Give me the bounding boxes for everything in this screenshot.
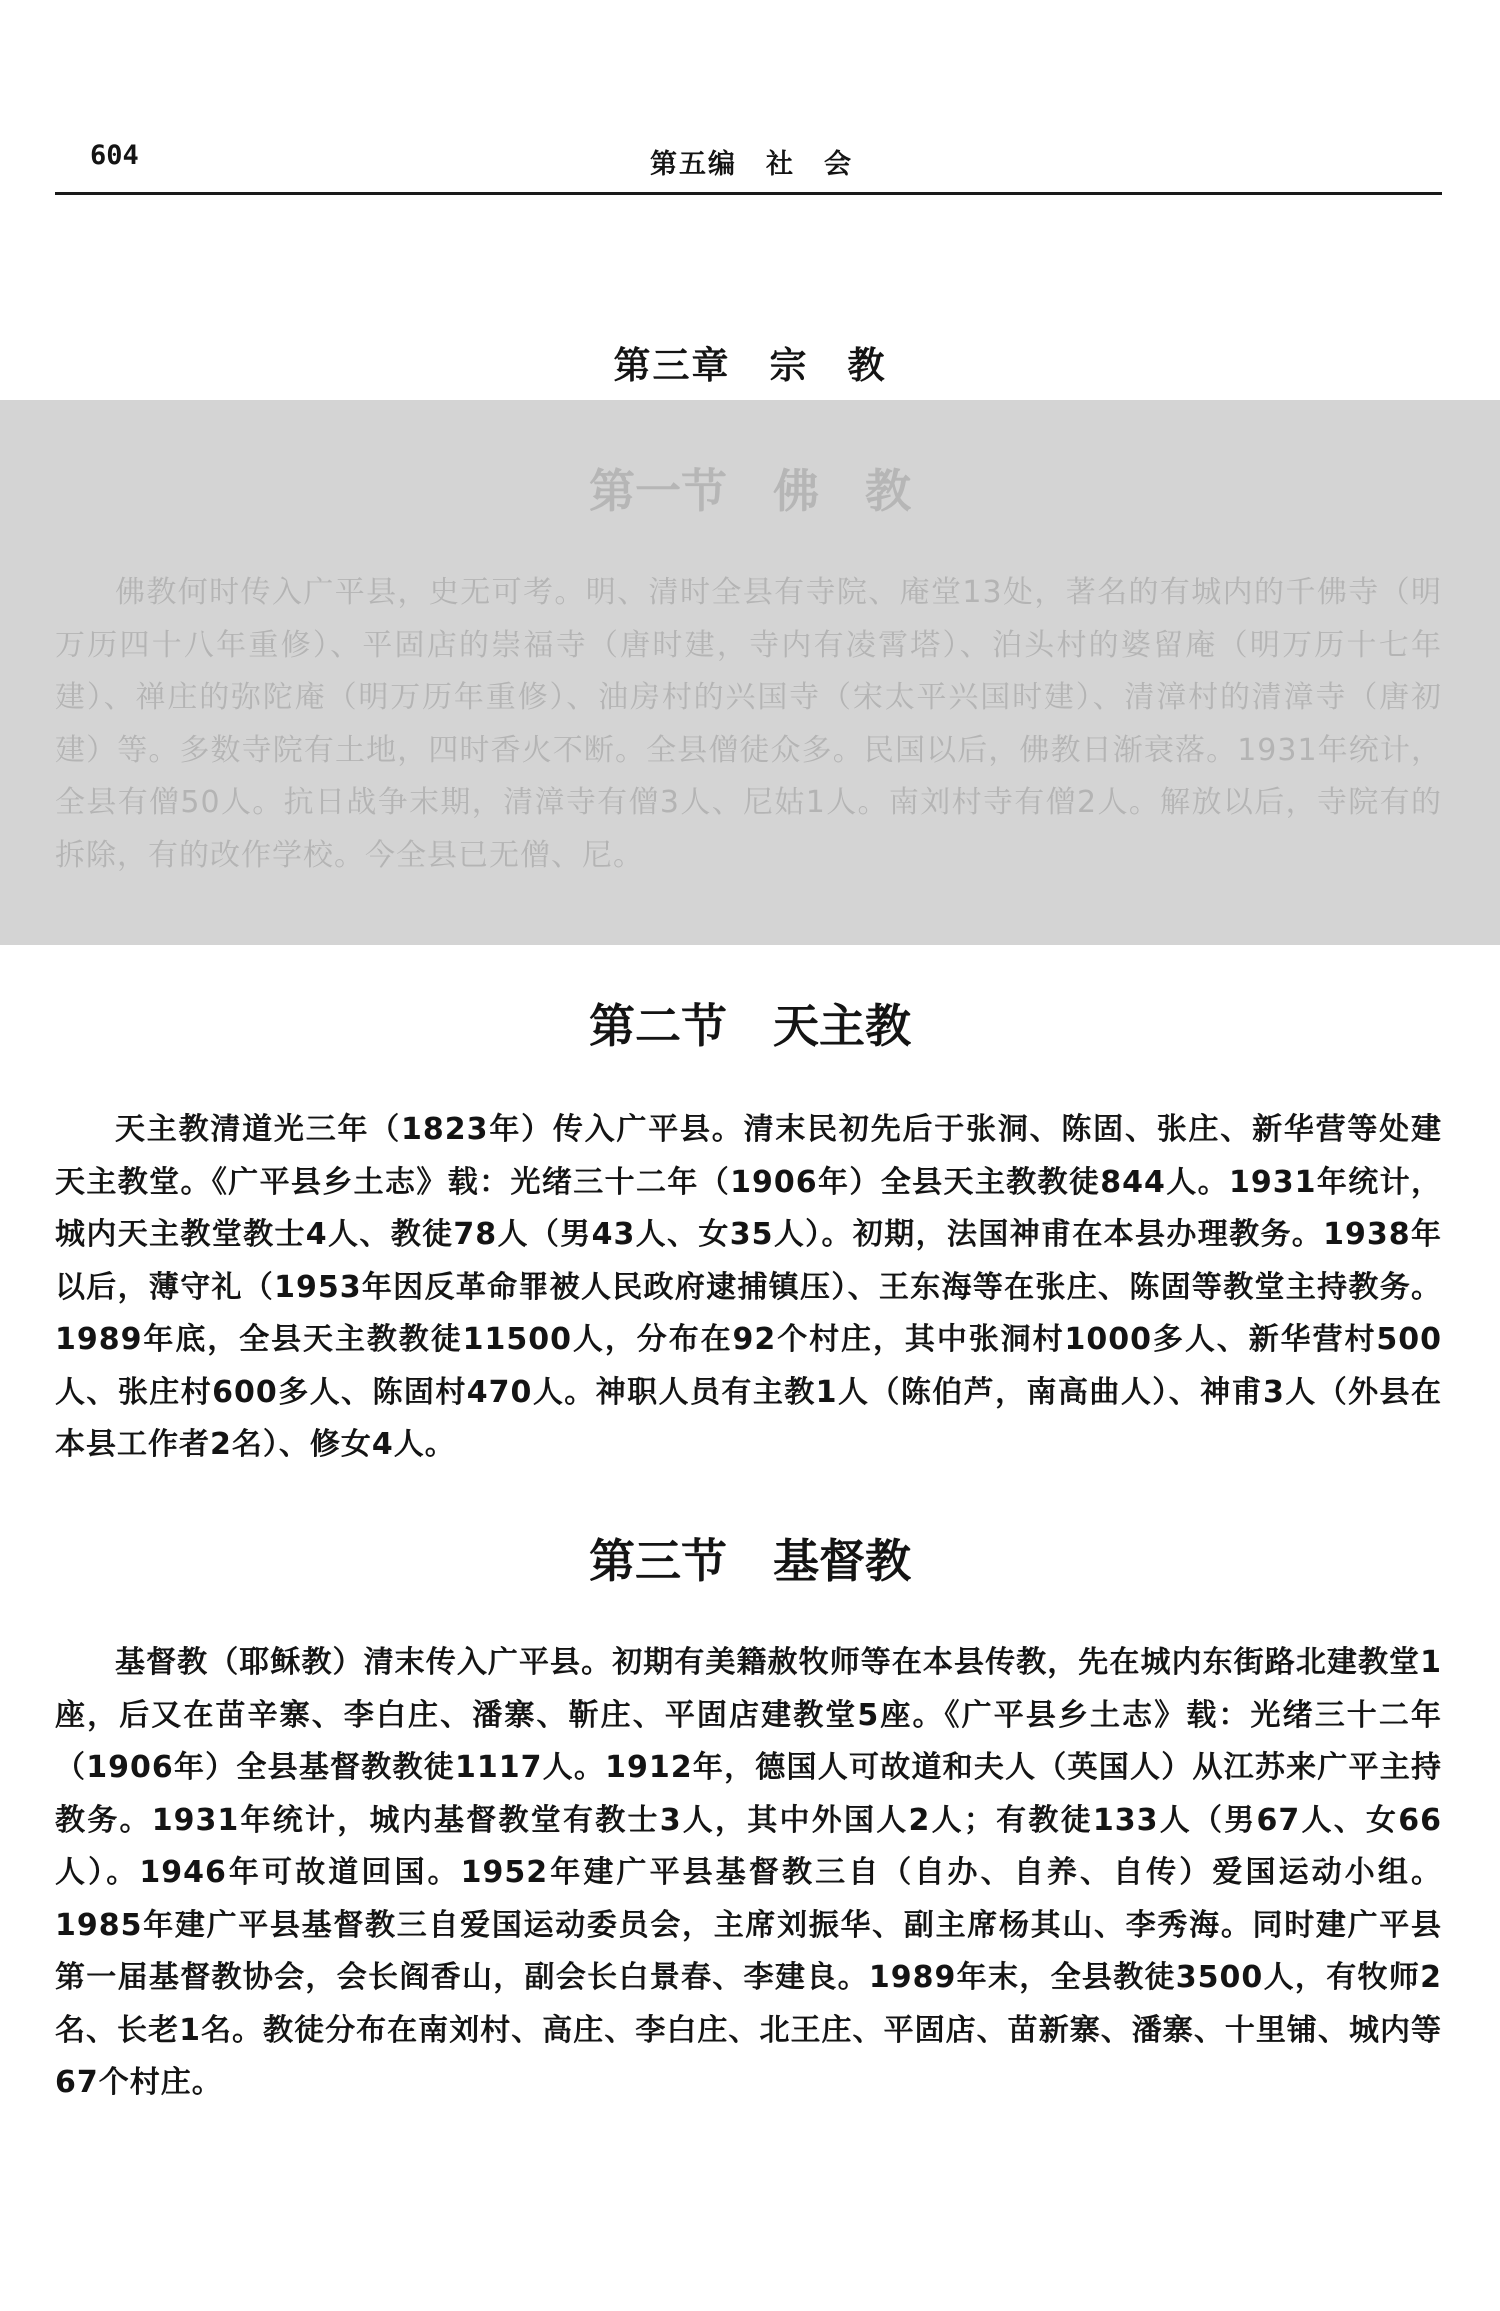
chapter-title: 第三章 宗 教 [613, 343, 887, 387]
section-paragraph-buddhism: 佛教何时传入广平县，史无可考。明、清时全县有寺院、庵堂13处，著名的有城内的千佛寺（明万历四十八年重修）、平固店的崇福寺（唐时建，寺内有凌霄塔）、泊头村的婆留庵（明万历十七年建）、禅庄的弥陀庵（明万历年重修）、油房村的兴国寺（宋太平兴国时建）、清漳村的清漳寺（唐初建）等。多数寺院有土地，四时香火不断。全县僧徒众多。民国以后，佛教日渐衰落。1931年统计，全县有僧50人。抗日战争末期，清漳寺有僧3人、尼姑1人。南刘村寺有僧2人。解放以后，寺院有的拆除，有的改作学校。今全县已无僧、尼。 [55, 575, 1442, 873]
section-paragraph-christianity: 基督教（耶稣教）清末传入广平县。初期有美籍赦牧师等在本县传教，先在城内东街路北建教堂1座，后又在苗辛寨、李白庄、潘寨、靳庄、平固店建教堂5座。《广平县乡土志》载：光绪三十二年（1906年）全县基督教教徒1117人。1912年，德国人可故道和夫人（英国人）从江苏来广平主持教务。1931年统计，城内基督教堂有教士3人，其中外国人2人；有教徒133人（男67人、女66人）。1946年可故道回国。1952年建广平县基督教三自（自办、自养、自传）爱国运动小组。1985年建广平县基督教三自爱国运动委员会，主席刘振华、副主席杨其山、李秀海。同时建广平县第一届基督教协会，会长阎香山，副会长白景春、李建良。1989年末，全县教徒3500人，有牧师2名、长老1名。教徒分布在南刘村、高庄、李白庄、北王庄、平固店、苗新寨、潘寨、十里铺、城内等67个村庄。 [55, 1645, 1442, 2100]
section-title-christianity: 第三节 基督教 [589, 1534, 911, 1588]
section-title-buddhism: 第一节 佛 教 [589, 464, 911, 518]
page-number: 604 [90, 140, 139, 171]
section-paragraph-catholicism: 天主教清道光三年（1823年）传入广平县。清末民初先后于张洞、陈固、张庄、新华营等处建天主教堂。《广平县乡土志》载：光绪三十二年（1906年）全县天主教教徒844人。1931年统计，城内天主教堂教士4人、教徒78人（男43人、女35人）。初期，法国神甫在本县办理教务。1938年以后，薄守礼（1953年因反革命罪被人民政府逮捕镇压）、王东海等在张庄、陈固等教堂主持教务。1989年底，全县天主教教徒11500人，分布在92个村庄，其中张洞村1000多人、新华营村500人、张庄村600多人、陈固村470人。神职人员有主教1人（陈伯芦，南高曲人）、神甫3人（外县在本县工作者2名）、修女4人。 [55, 1112, 1442, 1462]
page-header [55, 130, 1442, 195]
running-head: 第五编 社 会 [650, 149, 853, 180]
section-title-catholicism: 第二节 天主教 [589, 999, 911, 1053]
